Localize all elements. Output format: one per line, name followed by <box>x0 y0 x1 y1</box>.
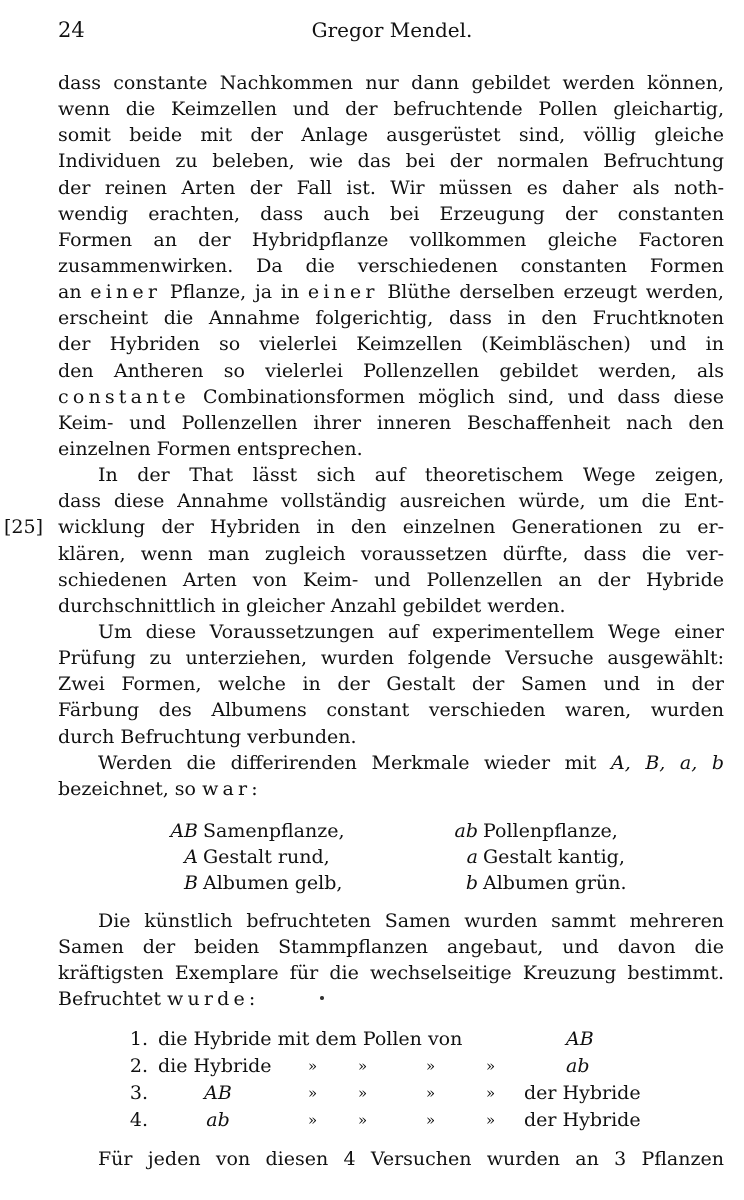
ditto-mark: » <box>358 1111 368 1129</box>
margin-page-marker: [25] <box>4 516 44 538</box>
paragraph <box>58 1146 724 1172</box>
text-line: klären, wenn man zugleich voraussetzen dürfte, dass die ver- <box>58 542 724 565</box>
text-line: zusammenwirken. Da die verschiedenen constanten Formen <box>58 254 724 277</box>
ditto-mark: » <box>358 1084 368 1102</box>
spaced-emphasis: war: <box>202 777 262 800</box>
trait-symbol: a <box>466 846 478 868</box>
text-line: Individuen zu beleben, wie das bei der normalen Befruchtung <box>58 150 724 173</box>
text-line: durchschnittlich in gleicher Anzahl gebildet werden. <box>58 594 566 617</box>
trait-label: Gestalt kantig, <box>483 846 625 868</box>
text-line: schiedenen Arten von Keim- und Pollenzellen an der Hybride <box>58 568 724 591</box>
cross-row <box>58 1107 724 1134</box>
text-span: Werden die differirenden Merkmale wieder mit <box>98 751 597 774</box>
text-line: Prüfung zu unterziehen, wurden folgende Versuche ausgewählt: <box>58 647 724 670</box>
cross-number: 4. <box>129 1109 148 1131</box>
spaced-emphasis: constante <box>58 385 190 408</box>
print-speck <box>320 996 324 1000</box>
ditto-mark: » <box>308 1084 318 1102</box>
cross-text: die Hybride <box>158 1055 272 1077</box>
text-line: der Hybriden so vielerlei Keimzellen (Keimbläschen) und in <box>58 333 724 356</box>
cross-symbol: AB <box>204 1082 232 1104</box>
text-line: der reinen Arten der Fall ist. Wir müssen es daher als noth- <box>58 176 724 199</box>
text-line: Die künstlich befruchteten Samen wurden sammt mehreren <box>98 910 724 932</box>
cross-row <box>58 1053 724 1080</box>
text-span: Befruchtet <box>58 988 161 1011</box>
ditto-mark: » <box>426 1057 436 1075</box>
text-line: Für jeden von diesen 4 Versuchen wurden an 3 Pflanzen <box>98 1148 724 1170</box>
text-line: kräftigsten Exemplare für die wechselseitige Kreuzung bestimmt. <box>58 962 724 985</box>
ditto-mark: » <box>486 1111 496 1129</box>
cross-list <box>58 1026 724 1134</box>
text-line <box>58 986 724 1012</box>
trait-symbol: A <box>184 846 198 868</box>
paragraph <box>58 908 724 1013</box>
text-span: an <box>58 281 82 304</box>
page-number: 24 <box>58 18 85 42</box>
text-line: Um diese Voraussetzungen auf experimentellem Wege einer <box>98 620 724 643</box>
trait-row <box>58 844 724 870</box>
ditto-mark: » <box>426 1111 436 1129</box>
text-line: dass diese Annahme vollständig ausreichen würde, um die Ent- <box>58 490 724 513</box>
text-line: erscheint die Annahme folgerichtig, dass in den Fruchtknoten <box>58 307 724 330</box>
text-line: wendig erachten, dass auch bei Erzeugung der constanten <box>58 202 724 225</box>
text-line: Samen der beiden Stammpflanzen angebaut, und davon die <box>58 936 724 959</box>
cross-text: der Hybride <box>524 1082 641 1104</box>
trait-symbol: B <box>184 872 198 894</box>
trait-label: Samenpflanze, <box>203 820 345 842</box>
text-span: Combinationsformen möglich sind, und dass diese <box>202 385 724 408</box>
cross-row <box>58 1080 724 1107</box>
text-span: Pflanze, ja in <box>169 281 300 304</box>
ditto-mark: » <box>426 1084 436 1102</box>
trait-label: Pollenpflanze, <box>483 820 618 842</box>
spaced-emphasis: einer <box>90 281 162 304</box>
cross-text: der Hybride <box>524 1109 641 1131</box>
text-line: In der That lässt sich auf theoretischem Wege zeigen, <box>98 464 724 487</box>
cross-number: 1. <box>129 1028 148 1050</box>
cross-number: 2. <box>129 1055 148 1077</box>
running-head: Gregor Mendel. <box>311 18 473 42</box>
text-line: wenn die Keimzellen und der befruchtende Pollen gleichartig, <box>58 98 724 121</box>
trait-symbol: ab <box>454 820 478 842</box>
cross-symbol: ab <box>206 1109 230 1131</box>
spaced-emphasis: einer <box>307 281 379 304</box>
text-line: Zwei Formen, welche in der Gestalt der Samen und in der <box>58 673 724 696</box>
trait-symbol: b <box>465 872 478 894</box>
text-line: somit beide mit der Anlage ausgerüstet sind, völlig gleiche <box>58 124 724 147</box>
text-line: einzelnen Formen entsprechen. <box>58 437 363 460</box>
ditto-mark: » <box>358 1057 368 1075</box>
trait-label: Albumen grün. <box>483 872 627 894</box>
trait-label: Albumen gelb, <box>203 872 343 894</box>
ditto-mark: » <box>308 1057 318 1075</box>
spaced-emphasis: wurde: <box>167 988 260 1011</box>
ditto-mark: » <box>308 1111 318 1129</box>
text-line: Keim- und Pollenzellen ihrer inneren Beschaffenheit nach den <box>58 411 724 434</box>
cross-symbol: ab <box>566 1055 590 1077</box>
text-line <box>58 776 724 802</box>
ditto-mark: » <box>486 1084 496 1102</box>
trait-row <box>58 818 724 844</box>
text-span: bezeichnet, so <box>58 777 197 800</box>
text-line <box>58 279 724 305</box>
cross-number: 3. <box>129 1082 148 1104</box>
trait-table <box>58 818 724 896</box>
text-line: Formen an der Hybridpflanze vollkommen gleiche Factoren <box>58 228 724 251</box>
cross-text: die Hybride mit dem Pollen von <box>158 1028 463 1050</box>
text-line <box>58 750 724 776</box>
text-line: dass constante Nachkommen nur dann gebildet werden können, <box>58 72 724 94</box>
cross-symbol: AB <box>566 1028 594 1050</box>
text-line <box>58 384 724 410</box>
ditto-mark: » <box>486 1057 496 1075</box>
text-span: Blüthe derselben erzeugt werden, <box>387 281 724 304</box>
symbol-list: A, B, a, b <box>610 751 724 774</box>
body-text <box>58 70 724 802</box>
text-line: wicklung der Hybriden in den einzelnen Generationen zu er- <box>58 516 724 539</box>
cross-row <box>58 1026 724 1053</box>
text-line: durch Befruchtung verbunden. <box>58 725 357 748</box>
text-line: den Antheren so vielerlei Pollenzellen gebildet werden, als <box>58 359 724 382</box>
trait-symbol: AB <box>170 820 198 842</box>
trait-row <box>58 870 724 896</box>
text-line: Färbung des Albumens constant verschieden waren, wurden <box>58 699 724 722</box>
trait-label: Gestalt rund, <box>203 846 330 868</box>
